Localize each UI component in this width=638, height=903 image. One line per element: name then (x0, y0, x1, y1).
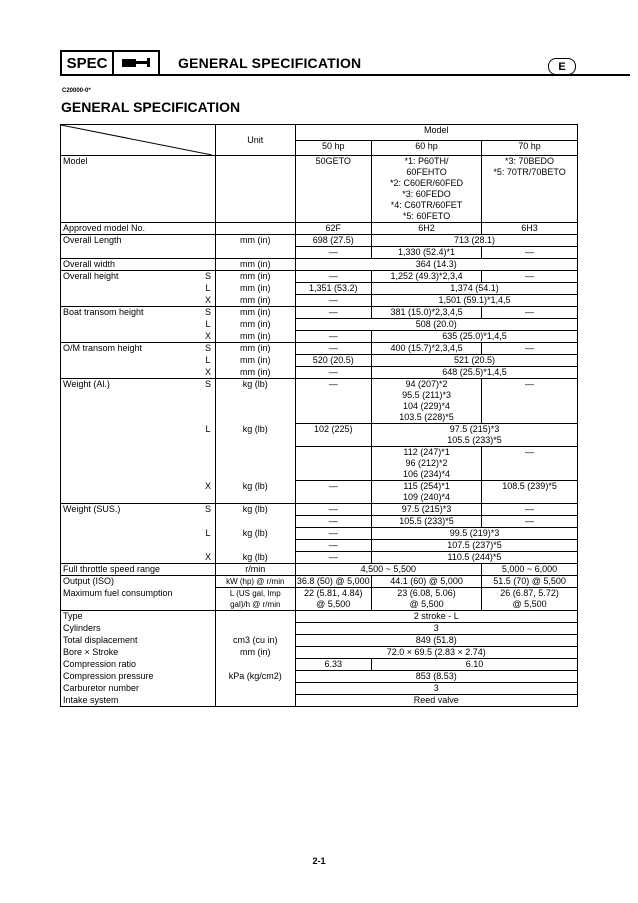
row-label-displacement: Total displacement (61, 635, 216, 647)
compression-ratio-6070: 6.10 (371, 659, 577, 671)
om-x: 648 (25.5)*1,4,5 (371, 367, 577, 379)
row-label-bore: Bore × Stroke (61, 647, 216, 659)
output-50: 36.8 (50) @ 5,000 (296, 576, 370, 586)
output-60: 44.1 (60) @ 5,000 (371, 576, 481, 588)
length-50-b: — (295, 247, 371, 259)
om-s-60: 400 (15.7)*2,3,4,5 (371, 343, 481, 355)
boat-x: 635 (25.0)*1,4,5 (371, 331, 577, 343)
row-label-weight-al: Weight (Al.) (61, 379, 202, 424)
unit-overall-width: mm (in) (215, 259, 295, 271)
height-s-60: 1,252 (49.3)*2,3,4 (371, 271, 481, 283)
compression-ratio-50: 6.33 (295, 659, 371, 671)
length-50: 698 (27.5) (295, 235, 371, 247)
row-label-output: Output (ISO) (61, 576, 216, 588)
row-label-cylinders: Cylinders (61, 623, 216, 635)
row-label-boat-transom: Boat transom height (61, 307, 202, 319)
row-label-weight-sus: Weight (SUS.) (61, 504, 202, 516)
row-label-model: Model (61, 156, 216, 223)
spec-label: SPEC (60, 50, 114, 76)
boat-s-60: 381 (15.0)*2,3,4,5 (371, 307, 481, 319)
cylinders-value: 3 (295, 623, 577, 635)
variant-l: L (201, 283, 215, 295)
weight-sus-x: 110.5 (244)*5 (371, 552, 577, 564)
unit-overall-length: mm (in) (215, 235, 295, 247)
bore-value: 72.0 × 69.5 (2.83 × 2.74) (295, 647, 577, 659)
row-label-intake: Intake system (61, 695, 216, 707)
carburetor-value: 3 (295, 683, 577, 695)
language-badge: E (548, 58, 576, 75)
model-60: *1: P60TH/ 60FEHTO *2: C60ER/60FED *3: 60FEDO *4: C60TR/60FET *5: 60FETO (371, 156, 481, 223)
page-number: 2-1 (312, 856, 326, 866)
boat-l: 508 (20.0) (295, 319, 577, 331)
weight-al-x-70: 108.5 (239)*5 (482, 481, 578, 504)
om-l-50: 520 (20.5) (295, 355, 371, 367)
model-70: *3: 70BEDO *5: 70TR/70BETO (482, 156, 578, 223)
fuel-50: 22 (5.81, 4.84) @ 5,500 (295, 588, 371, 611)
length-60-b: 1,330 (52.4)*1 (371, 247, 481, 259)
throttle-5060: 4,500 ~ 5,500 (295, 564, 482, 576)
intake-value: Reed valve (295, 695, 577, 707)
approved-50: 62F (295, 223, 371, 235)
approved-60: 6H2 (371, 223, 481, 235)
fuel-70: 26 (6.87, 5.72) @ 5,500 (482, 588, 578, 611)
corner-cell (61, 125, 216, 156)
row-label-carburetor: Carburetor number (61, 683, 216, 695)
section-code: C20000-0* (62, 88, 91, 94)
height-l-6070: 1,374 (54.1) (371, 283, 577, 295)
fuel-60: 23 (6.08, 5.06) @ 5,500 (371, 588, 481, 611)
row-label-fuel: Maximum fuel consumption (61, 588, 216, 611)
weight-al-x-60: 115 (254)*1 109 (240)*4 (371, 481, 481, 504)
row-label-full-throttle: Full throttle speed range (61, 564, 216, 576)
compression-pressure-value: 853 (8.53) (295, 671, 577, 683)
model-50: 50GETO (295, 156, 371, 223)
unit-height: mm (in) (215, 271, 295, 283)
weight-sus-s-60b: 105.5 (233)*5 (371, 516, 481, 528)
unit-header: Unit (215, 125, 295, 156)
hp-50: 50 hp (295, 140, 371, 156)
displacement-value: 849 (51.8) (295, 635, 577, 647)
model-header: Model (295, 125, 577, 141)
row-label-overall-width: Overall width (61, 259, 216, 271)
weight-al-s-60: 94 (207)*2 95.5 (211)*3 104 (229)*4 103.5 (228)*5 (371, 379, 481, 424)
row-label-overall-height: Overall height (61, 271, 202, 283)
row-label-compression-pressure: Compression pressure (61, 671, 216, 683)
weight-al-l-6070: 97.5 (215)*3 105.5 (233)*5 (371, 424, 577, 447)
row-label-overall-length: Overall Length (61, 235, 216, 247)
variant-x: X (201, 295, 215, 307)
row-label-compression-ratio: Compression ratio (61, 659, 216, 671)
spec-table: Unit Model 50 hp 60 hp 70 hp Model 50GETO *1: P60TH/ 60FEHTO *2: C60ER/60FED *3: 60FEDO *4: C60TR/60FET *5: 60FETO *3: 70BEDO *5: 70TR/70BETO Approved model No. 62F 6H2 6H3 Overall Length mm (in) 698 (27.5) 713 (28.1) — 1,330 (52.4)*1 — Overall width mm (in) 364 (14.3) Overall height S mm (in) — 1,252 (49.3)*2,3,4 — L mm (in) 1,351 (53.2) 1,374 (54.1) X mm (in) — 1,501 (59.1)*1,4,5 Boat transom height S mm (in) — 381 (15.0)*2,3,4,5 — L mm (in) 508 (20.0) X mm (in) — 635 (25.0)*1,4,5 O/M transom height S mm (in) — 400 (15.7)*2,3,4,5 — L mm (in) 520 (20.5) 521 (20.5) X mm (in) — 648 (25.5)*1,4,5 Weight (Al.) S kg (lb) — 94 (207)*2 95.5 (211)*3 104 (229)*4 103.5 (228)*5 — L kg (lb) 102 (225) 97.5 (215)*3 105.5 (233)*5 112 (247)*1 96 (212)*2 106 (234)*4 — X kg (lb) — 115 (254)*1 109 (240)*4 108.5 (239)*5 Weight (SUS.) S kg (lb) — 97.5 (215)*3 — — 105.5 (233)*5 — L kg (lb) — 99.5 (219)*3 — 107.5 (237)*5 X kg (lb) — 110.5 (244)*5 Full throttle speed range r/min 4,500 ~ 5,500 5,000 ~ 6,000 Output (ISO) kW (hp) @ r/min 36.8 (50) @ 5,000 44.1 (60) @ 5,000 51.5 (70) @ 5,500 Maximum fuel consumption L (US gal, Imp gal)/h @ r/min 22 (5.81, 4.84) @ 5,500 23 (6.08, 5.06) @ 5,500 26 (6.87, 5.72) @ 5,500 Type 2 stroke - L Cylinders 3 Total displacement cm3 (cu in) 849 (51.8) Bore × Stroke mm (in) 72.0 × 69.5 (2.83 × 2.74) Compression ratio 6.33 6.10 Compression pressure kPa (kg/cm2) 853 (8.53) Carburetor number 3 Intake system Reed valve (60, 124, 578, 707)
row-label-type: Type (61, 611, 216, 623)
hp-70: 70 hp (482, 140, 578, 156)
output-70: 51.5 (70) @ 5,500 (482, 576, 578, 588)
variant-s: S (201, 271, 215, 283)
height-l-50: 1,351 (53.2) (295, 283, 371, 295)
width-all: 364 (14.3) (295, 259, 577, 271)
row-label-om-transom: O/M transom height (61, 343, 202, 355)
hp-60: 60 hp (371, 140, 481, 156)
weight-al-l-60b: 112 (247)*1 96 (212)*2 106 (234)*4 (371, 447, 481, 481)
unit-fuel: L (US gal, Imp gal)/h @ r/min (215, 588, 295, 611)
row-label-approved: Approved model No. (61, 223, 216, 235)
header-title: GENERAL SPECIFICATION (178, 55, 362, 71)
length-70-b: — (482, 247, 578, 259)
outboard-motor-icon (114, 50, 160, 76)
height-x-6070: 1,501 (59.1)*1,4,5 (371, 295, 577, 307)
length-6070: 713 (28.1) (371, 235, 577, 247)
weight-al-l-50: 102 (225) (295, 424, 371, 447)
weight-sus-l2: 107.5 (237)*5 (371, 540, 577, 552)
weight-sus-l: 99.5 (219)*3 (371, 528, 577, 540)
approved-70: 6H3 (482, 223, 578, 235)
throttle-70: 5,000 ~ 6,000 (482, 564, 578, 576)
page-header (60, 50, 580, 78)
weight-sus-s-60a: 97.5 (215)*3 (371, 504, 481, 516)
type-value: 2 stroke - L (295, 611, 577, 623)
om-l-6070: 521 (20.5) (371, 355, 577, 367)
section-title: GENERAL SPECIFICATION (61, 99, 241, 115)
